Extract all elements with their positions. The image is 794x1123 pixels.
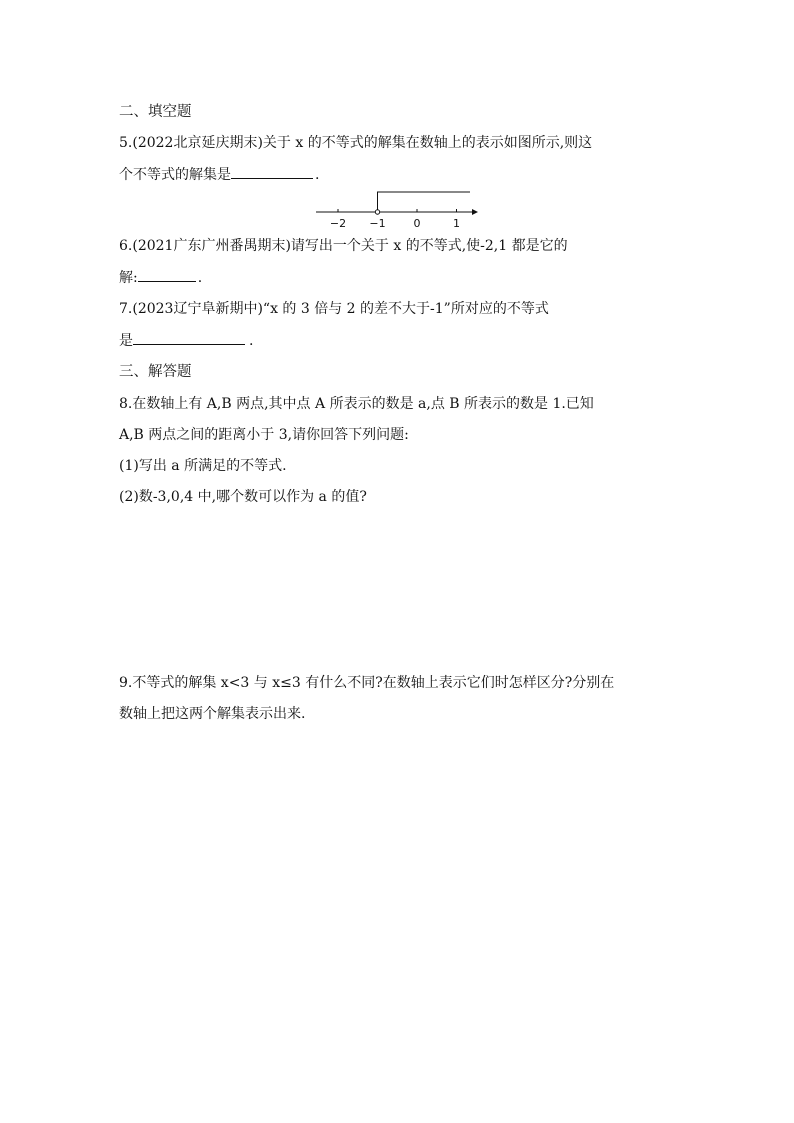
number-line-arrow — [472, 209, 478, 215]
open-endpoint — [375, 210, 379, 214]
question-6-period: . — [197, 270, 203, 286]
question-5-period: . — [315, 167, 320, 183]
question-7-line-1: 7.(2023辽宁阜新期中)“x 的 3 倍与 2 的差不大于-1”所对应的不等式 — [119, 301, 549, 317]
number-line-labels — [330, 217, 460, 230]
question-5-prompt: 个不等式的解集是 — [119, 167, 231, 183]
question-7-period: . — [249, 333, 254, 349]
tick-label: −2 — [329, 217, 347, 230]
question-8-part-1: (1)写出 a 所满足的不等式. — [119, 458, 287, 474]
question-8-line-2: A,B 两点之间的距离小于 3,请你回答下列问题: — [119, 427, 409, 443]
section-fill-in-title: 二、填空题 — [119, 104, 192, 120]
question-5-line-1: 5.(2022北京延庆期末)关于 x 的不等式的解集在数轴上的表示如图所示,则这 — [119, 135, 593, 151]
question-6-line-1: 6.(2021广东广州番禺期末)请写出一个关于 x 的不等式,使-2,1 都是它的 — [119, 238, 568, 254]
question-6-prompt: 解: — [119, 270, 138, 286]
tick-label: −1 — [369, 217, 386, 230]
question-6-answer-blank[interactable] — [138, 267, 196, 282]
number-line-figure — [314, 184, 484, 230]
question-5-line-2 — [119, 164, 319, 185]
question-6-line-2 — [119, 267, 202, 288]
question-8-part-2: (2)数-3,0,4 中,哪个数可以作为 a 的值? — [119, 489, 367, 505]
question-7-line-2 — [119, 330, 253, 351]
tick-label: 0 — [413, 217, 421, 230]
question-7-prompt: 是 — [119, 333, 133, 349]
question-5-answer-blank[interactable] — [231, 164, 313, 179]
question-9-line-2: 数轴上把这两个解集表示出来. — [119, 706, 306, 722]
question-7-answer-blank[interactable] — [133, 330, 245, 345]
tick-label: 1 — [453, 217, 460, 230]
question-8-line-1: 8.在数轴上有 A,B 两点,其中点 A 所表示的数是 a,点 B 所表示的数是 1.已知 — [119, 396, 594, 412]
question-9-line-1: 9.不等式的解集 x<3 与 x≤3 有什么不同?在数轴上表示它们时怎样区分?分别在 — [119, 675, 615, 691]
section-answer-title: 三、解答题 — [119, 364, 192, 380]
